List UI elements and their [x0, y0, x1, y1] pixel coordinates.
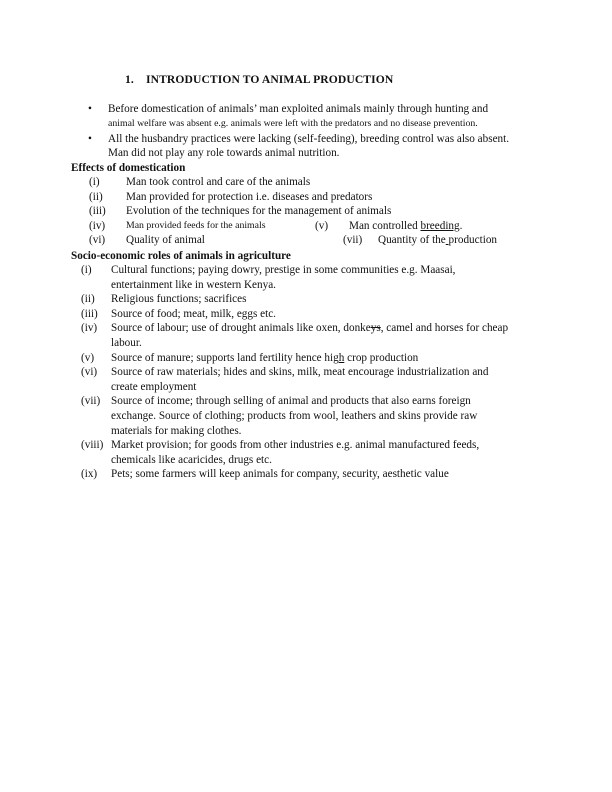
list-item	[71, 175, 551, 190]
bullet-line: Man did not play any role towards animal nutrition.	[108, 147, 340, 160]
item-line: Religious functions; sacrifices	[111, 293, 247, 306]
item-text	[378, 233, 497, 248]
item-text-part: Man controlled	[349, 219, 421, 232]
list-item	[71, 204, 551, 219]
item-number: (vii)	[81, 395, 101, 408]
item-text-part: Source of manure; supports land fertility hence hig	[111, 351, 339, 364]
item-number: (viii)	[81, 439, 104, 452]
list-item	[71, 321, 551, 350]
list-item	[71, 351, 551, 366]
item-number: (i)	[81, 264, 92, 276]
item-number: (vi)	[81, 366, 98, 379]
effects-list	[71, 175, 551, 248]
item-text-part: h	[338, 351, 345, 364]
intro-bullet-list	[71, 102, 551, 161]
roles-list	[71, 263, 551, 482]
list-item	[71, 190, 551, 205]
item-line: entertainment like in western Kenya.	[111, 278, 276, 291]
list-item	[71, 467, 551, 482]
item-number: (v)	[315, 219, 329, 232]
item-text: Quality of animal	[126, 234, 205, 247]
list-item	[71, 438, 551, 467]
effects-heading: Effects of domestication	[71, 162, 186, 174]
section-title-text: INTRODUCTION TO ANIMAL PRODUCTION	[146, 73, 394, 86]
list-item	[71, 219, 551, 234]
item-line: Source of food; meat, milk, eggs etc.	[111, 307, 276, 320]
item-text: Man provided feeds for the animals	[126, 219, 266, 231]
item-line: exchange. Source of clothing; products from wool, leathers and skins provide raw	[111, 409, 478, 422]
item-number: (ii)	[81, 293, 95, 306]
item-line: Source of raw materials; hides and skins, milk, meat encourage industrialization and	[111, 366, 489, 379]
item-line	[111, 351, 551, 366]
section-number: 1.	[125, 73, 134, 86]
item-line: Pets; some farmers will keep animals for company, security, aesthetic value	[111, 468, 449, 481]
item-text-part: breeding	[420, 219, 460, 232]
list-item	[71, 365, 551, 394]
item-text-part: crop production	[344, 351, 419, 364]
item-text-part: , camel and horses for cheap	[380, 322, 509, 335]
item-text-part: production	[448, 234, 498, 247]
item-number: (iii)	[89, 205, 106, 218]
item-number: (i)	[89, 176, 100, 188]
list-item	[71, 263, 551, 292]
bullet-line: All the husbandry practices were lacking (self-feeding), breeding control was also absent.	[108, 132, 510, 145]
item-line: Source of income; through selling of animal and products that also earns foreign	[111, 395, 471, 408]
item-text: Evolution of the techniques for the management of animals	[126, 205, 392, 218]
bullet-item	[71, 102, 551, 131]
item-number: (v)	[81, 351, 95, 364]
item-number: (iv)	[81, 322, 98, 335]
item-line	[111, 321, 551, 336]
item-number: (ii)	[89, 190, 103, 203]
roles-heading: Socio-economic roles of animals in agriculture	[71, 250, 291, 262]
list-item	[71, 292, 551, 307]
bullet-line: Before domestication of animals’ man exploited animals mainly through hunting and	[108, 103, 489, 115]
item-number: (iv)	[89, 219, 106, 232]
list-item	[71, 233, 551, 248]
item-line: labour.	[111, 336, 142, 349]
item-line: materials for making clothes.	[111, 424, 242, 437]
item-line: create employment	[111, 380, 197, 393]
item-text-part: Quantity of the	[378, 234, 446, 247]
item-number: (iii)	[81, 307, 98, 320]
item-number: (vi)	[89, 234, 106, 247]
item-line: chemicals like acaricides, drugs etc.	[111, 453, 272, 466]
item-text: Man took control and care of the animals	[126, 176, 311, 188]
item-number: (ix)	[81, 468, 98, 481]
item-text-part: ys	[370, 322, 381, 335]
item-text-part: Source of labour; use of drought animals like oxen, donke	[111, 322, 371, 335]
list-item	[71, 307, 551, 322]
list-item	[71, 394, 551, 438]
item-text: Man provided for protection i.e. diseases and predators	[126, 190, 373, 203]
item-line: Market provision; for goods from other industries e.g. animal manufactured feeds,	[111, 439, 480, 452]
item-line: Cultural functions; paying dowry, prestige in some communities e.g. Maasai,	[111, 264, 456, 276]
item-number: (vii)	[343, 234, 363, 247]
item-text	[349, 219, 462, 234]
bullet-item	[71, 132, 551, 161]
section-title	[125, 73, 393, 88]
bullet-icon: •	[88, 132, 92, 145]
bullet-line: animal welfare was absent e.g. animals were left with the predators and no disease prevention.	[108, 117, 478, 129]
bullet-icon: •	[88, 103, 92, 115]
item-text-part: .	[459, 219, 463, 232]
